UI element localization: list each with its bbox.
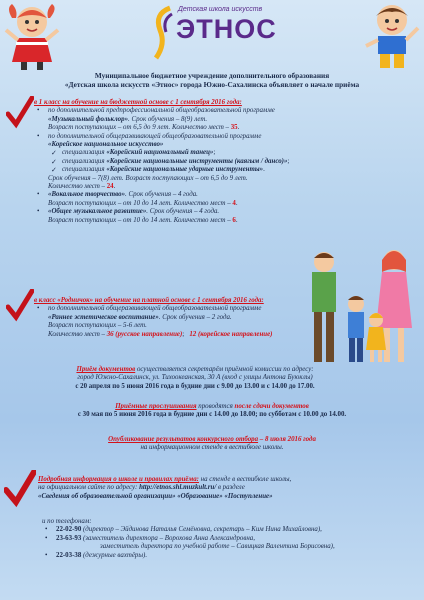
list-item: • 22-03-38 (дежурные вахтёры). — [42, 552, 420, 560]
auditions-info: Приёмные прослушивания проводятся после сдачи документов с 30 мая по 5 июня 2016 года в будние дни с 14.00 до 18.00; по субботам с 10.00 до 14.00. — [77, 403, 347, 419]
list-item: заместитель директора по учебной работе – Савицкая Валентина Борисовна), — [100, 543, 335, 551]
boy-illustration — [360, 0, 422, 72]
section-budget-title: в 1 класс на обучение на бюджетной основе с 1 сентября 2016 года: — [34, 99, 242, 106]
list-item: • 22-02-90 (директор – Эйдинова Наталья Семёновна, секретарь – Ким Нина Михайловна), — [42, 526, 420, 534]
detailed-info: Подробная информация о школе и правилах приёма: на стенде в вестибюле школы, на официальном сайте по адресу: http://etnos.shl.muzkult.ru/ в разделе «Сведения об образовательной организации» «Образование» «Поступление» — [38, 476, 292, 500]
list-item: • по дополнительной общеразвивающей общеобразовательной программе «Корейское национальное искусство» — [34, 133, 324, 150]
section-budget: в 1 класс на обучение на бюджетной основе с 1 сентября 2016 года: • по дополнительной предпрофессиональной общеобразовательной программе «Музыкальный фольклор». Срок обучения – 8(9) лет. Возраст поступающих – от 6,5 до 9 лет. Количество мест – 35. • по дополнительной общеразвивающей общеобразовательной программе «Корейское национальное искусство» ✓ специализация «Корейский национальный танец»; ✓ специализация «Корейские национальные инструменты (каягым / дансо)»; ✓ специализация «Корейские национальные ударные инструменты». Срок обучения – 7(8) лет. Возраст поступающих – от 6,5 до 9 лет. Количество мест – 24. • «Вокальное творчество». Срок обучения – 4 года. Возраст поступающих – от 10 до 14 лет. Количество мест – 4. • «Общее музыкальное развитие». Срок обучения – 4 года. Возраст поступающих – от 10 до 14 лет. Количество мест – 6. — [34, 99, 324, 225]
checkmark-icon — [4, 470, 36, 510]
list-item: • по дополнительной предпрофессиональной общеобразовательной программе «Музыкальный фольклор». Срок обучения – 8(9) лет. Возраст поступающих – от 6,5 до 9 лет. Количество мест – 35. — [34, 107, 324, 132]
list-item: ✓ специализация «Корейский национальный танец»; — [48, 149, 324, 157]
list-item: • 23-63-93 (заместитель директора – Ворохова Анна Александровна, — [42, 535, 420, 543]
results-info: Опубликование результатов конкурсного отбора – 8 июля 2016 года на информационном стенде в вестибюле школы. — [108, 436, 316, 452]
header — [14, 71, 410, 89]
logo-subtitle: Детская школа искусств — [178, 6, 263, 13]
list-item: • «Вокальное творчество». Срок обучения – 4 года. Возраст поступающих – от 10 до 14 лет. Количество мест – 4. — [34, 191, 324, 208]
phones-info: и по телефонам: • 22-02-90 (директор – Эйдинова Наталья Семёновна, секретарь – Ким Нина Михайловна), • 23-63-93 (заместитель директора – Ворохова Анна Александровна, заместитель директора по учебной работе – Савицкая Валентина Борисовна), • 22-03-38 (дежурные вахтёры). — [42, 518, 420, 560]
list-item: • по дополнительной общеразвивающей общеобразовательной программе «Раннее эстетическое воспитание». Срок обучения – 2 года. Возраст поступающих – 5-6 лет. Количество мест – 36 (русское направление); 12 (корейское направление) — [34, 305, 324, 339]
website-link[interactable]: http://etnos.shl.muzkult.ru/ — [139, 484, 217, 492]
header-line-1: Муниципальное бюджетное учреждение дополнительного образования — [94, 71, 330, 80]
list-item: • «Общее музыкальное развитие». Срок обучения – 4 года. Возраст поступающих – от 10 до 14 лет. Количество мест – 6. — [34, 208, 324, 225]
girl-illustration — [2, 0, 62, 72]
checkmark-icon — [6, 289, 34, 325]
documents-info: Приём документов осуществляется секретарём приёмной комиссии по адресу: город Южно-Сахалинск, ул. Тихоокеанская, 30 А (вход с улицы Антона Буюклы) с 20 апреля по 5 июня 2016 года в будние дни с 9.00 до 13.00 и с 14.00 до 17.00. — [75, 366, 315, 390]
logo-title: ЭТНОС — [176, 14, 277, 44]
list-item: ✓ специализация «Корейские национальные инструменты (каягым / дансо)»; — [48, 158, 324, 166]
logo-swirl-icon — [150, 4, 178, 62]
section-paid — [34, 297, 324, 339]
list-item: ✓ специализация «Корейские национальные ударные инструменты». — [48, 166, 324, 174]
section-paid-title: в класс «Родничок» на обучение на платной основе с 1 сентября 2016 года: — [34, 297, 264, 304]
checkmark-icon — [6, 96, 34, 132]
header-line-2: «Детская школа искусств «Этнос» города Южно-Сахалинска объявляет о начале приёма — [64, 80, 360, 89]
